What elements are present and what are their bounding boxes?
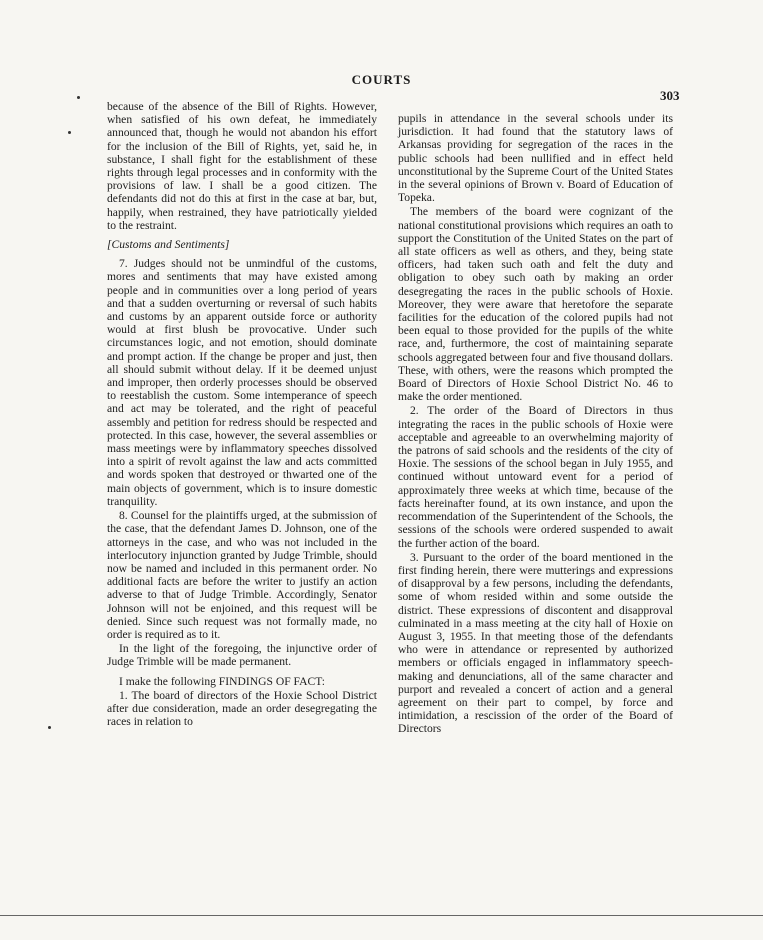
findings-heading: I make the following FINDINGS OF FACT: xyxy=(119,674,325,688)
paragraph: 8. Counsel for the plaintiffs urged, at the submission of the case, that the defendant James D. Johnson, one of the attorneys in the case, and who was not included in the interlocutory injunction granted by Judge Trimble, should now be named and included in this permanent order. No additional facts are before the writer to justify an action adverse to that of Judge Trimble. Accordingly, Senator Johnson will not be enjoined, and this request will be denied. Since such request was not formally made, no order is required as to it. xyxy=(107,509,377,641)
right-column xyxy=(398,112,673,736)
left-column xyxy=(107,100,377,728)
paragraph: because of the absence of the Bill of Rights. However, when satisfied of his own defeat, he immediately announced that, though he would not abandon his effort for the inclusion of the Bill of Rights, yet, said he, in substance, I shall fight for the establishment of these rights through legal processes and in conformity with the provisions of law. I shall be a good citizen. The defendants did not do this at first in the case at bar, but, happily, when restrained, they have patriotically yielded to the restraint. xyxy=(107,100,377,232)
paragraph: 3. Pursuant to the order of the board mentioned in the first finding herein, there were mutterings and expressions of disapproval by a few persons, including the defendants, some of whom resided within and some outside the district. These expressions of discontent and disapproval culminated in a mass meeting at the city hall of Hoxie on August 3, 1955. In that meeting those of the defendants who were in attendance or represented by authorized members or officials engaged in inflammatory speech-making and denunciations, all of the same character and purport and revealed a concert of action and a general agreement on their part to compel, by force and intimidation, a rescission of the order of the Board of Directors xyxy=(398,550,673,736)
margin-mark xyxy=(68,131,71,134)
margin-mark xyxy=(77,96,80,99)
paragraph: 1. The board of directors of the Hoxie School District after due consideration, made an order desegregating the races in relation to xyxy=(107,688,377,729)
page-number: 303 xyxy=(660,88,680,103)
paragraph: pupils in attendance in the several schools under its jurisdiction. It had found that the statutory laws of Arkansas providing for segregation of the races in the public schools had been nullified and in effect held unconstitutional by the Supreme Court of the United States in the several opinions of Brown v. Board of Education of Topeka. xyxy=(398,112,673,205)
paragraph: The members of the board were cognizant of the national constitutional provisions which requires an oath to support the Constitution of the United States on the part of all state officers as well as others, and they, being state officers, had taken such oath and felt the duty and obligation to obey such oath by making an order desegregating the races in the public schools of Hoxie. Moreover, they were aware that heretofore the separate facilities for the education of the colored pupils had not been equal to those provided for the pupils of the white race, and, furthermore, the cost of maintaining separate schools aggregated between four and five thousand dollars. These, with others, were the reasons which prompted the Board of Directors of Hoxie School District No. 46 to make the order mentioned. xyxy=(398,205,673,404)
running-head: COURTS xyxy=(351,72,412,87)
margin-mark xyxy=(48,726,51,729)
section-subheading: [Customs and Sentiments] xyxy=(107,238,230,252)
paragraph: In the light of the foregoing, the injunctive order of Judge Trimble will be made permanent. xyxy=(107,642,377,669)
paragraph: 7. Judges should not be unmindful of the customs, mores and sentiments that may have existed among people and in communities over a long period of years and that a sudden overturning or reversal of such habits and customs by an apparent outside force or authority would at first blush be provocative. Under such circumstances logic, and not emotion, should dominate and prompt action. If the change be proper and just, then all should submit without delay. If it be deemed unjust and improper, then orderly processes should be observed to reestablish the custom. Some intemperance of speech and act may be tolerated, and the right of peaceful assembly and petition for redress should be respected and protected. In this case, however, the several assemblies or mass meetings were by inflammatory speeches dissolved into a spirit of revolt against the law and acts committed and words spoken that destroyed or thwarted one of the main objects of government, which is to insure domestic tranquility. xyxy=(107,257,377,508)
bottom-rule xyxy=(0,915,763,916)
paragraph: 2. The order of the Board of Directors in thus integrating the races in the public schools of Hoxie were acceptable and agreeable to an overwhelming majority of the patrons of said schools and the residents of the city of Hoxie. The sessions of the school began in July 1955, and continued without untoward event for a period of approximately three weeks at which time, because of the facts hereinafter found, at its own instance, and upon the recommendation of the Superintendent of the Schools, the sessions of the schools were ordered suspended to await the further action of the board. xyxy=(398,404,673,550)
